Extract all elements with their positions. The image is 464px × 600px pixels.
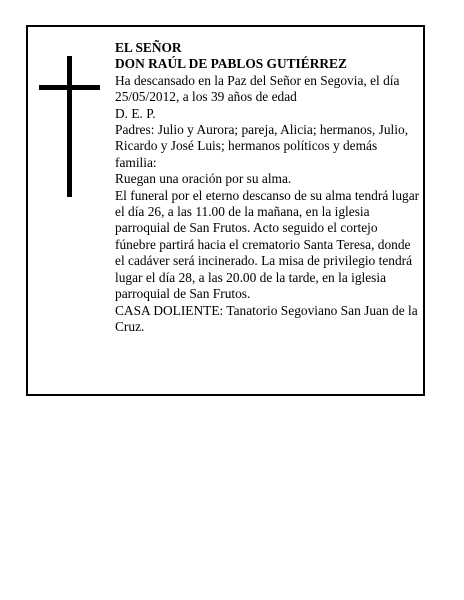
obituary-notice: [26, 25, 425, 396]
obituary-text: [115, 40, 420, 335]
announcement-paragraph: Ha descansado en la Paz del Señor en Segovia, el día 25/05/2012, a los 39 años de edad: [115, 72, 400, 105]
title-line: EL SEÑOR: [115, 40, 182, 55]
cross-vertical-bar: [67, 56, 72, 197]
cross-icon: [39, 56, 100, 197]
deceased-name: DON RAÚL DE PABLOS GUTIÉRREZ: [115, 56, 347, 72]
cross-horizontal-bar: [39, 85, 100, 90]
funeral-details: El funeral por el eterno descanso de su alma tendrá lugar el día 26, a las 11.00 de la mañana, en la iglesia parroquial de San Frutos. Acto seguido el cortejo fúnebre partirá hacia el crematorio Santa Teresa, donde el cadáver será incinerado. La misa de privilegio tendrá lugar el día 28, a las 20.00 de la tarde, en la iglesia parroquial de San Frutos.: [115, 187, 420, 302]
mourning-house: CASA DOLIENTE: Tanatorio Segoviano San Juan de la Cruz.: [115, 302, 418, 334]
prayer-request: Ruegan una oración por su alma.: [115, 171, 292, 187]
family-paragraph: Padres: Julio y Aurora; pareja, Alicia; hermanos, Julio, Ricardo y José Luis; hermanos políticos y demás familia:: [115, 122, 409, 170]
dep-line: D. E. P.: [115, 105, 156, 121]
